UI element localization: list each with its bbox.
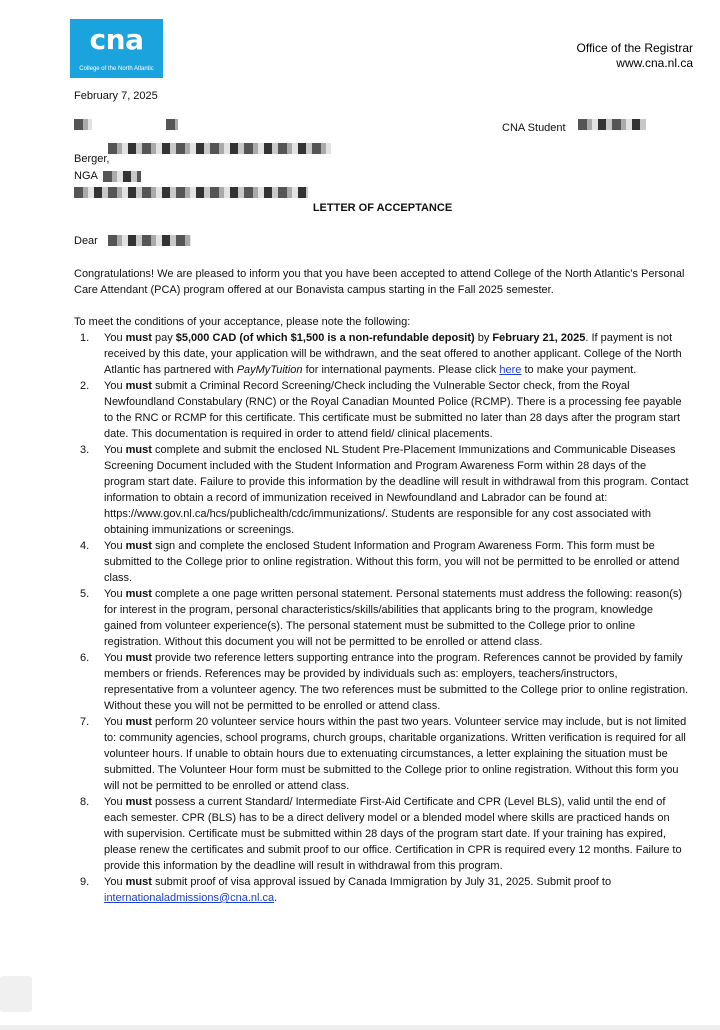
condition-number: 5. [80, 588, 90, 600]
condition-must: must [125, 652, 152, 664]
letter-heading: LETTER OF ACCEPTANCE [312, 202, 453, 214]
condition-text: You [104, 652, 126, 664]
cna-logo-tagline: College of the North Atlantic [79, 66, 154, 72]
condition-text: You [104, 540, 126, 552]
redacted-address-line [108, 143, 331, 154]
redacted-line-5 [74, 187, 308, 198]
payment-amount: $5,000 CAD (of which $1,500 is a non-refundable deposit) [175, 332, 475, 344]
condition-text: You [104, 588, 126, 600]
cna-logo [70, 19, 163, 78]
condition-number: 9. [80, 876, 90, 888]
payment-link[interactable]: here [499, 364, 522, 376]
condition-number: 2. [80, 380, 90, 392]
address-province: NGA [74, 170, 98, 182]
condition-text: by [474, 332, 493, 344]
condition-must: must [125, 876, 152, 888]
registrar-office: Office of the Registrar [576, 41, 693, 55]
condition-must: must [125, 332, 152, 344]
conditions-list [74, 330, 689, 906]
address-city: Berger, [74, 153, 110, 165]
salutation [74, 235, 98, 247]
condition-text: You [104, 796, 126, 808]
conditions-intro: To meet the conditions of your acceptance, please note the following: [74, 316, 411, 328]
condition-item [74, 874, 689, 906]
condition-item [74, 538, 689, 586]
condition-number: 8. [80, 796, 90, 808]
condition-item [74, 794, 689, 874]
cna-logo-mark: cna [89, 23, 144, 56]
condition-number: 4. [80, 540, 90, 552]
condition-item [74, 330, 689, 378]
condition-text: sign and complete the enclosed Student Information and Program Awareness Form. This form must be submitted to the College prior to online registration. Without this form, you will not be permitted to be enrolled or attend class. [104, 540, 680, 584]
condition-number: 7. [80, 716, 90, 728]
condition-item [74, 442, 689, 538]
condition-text: complete a one page written personal statement. Personal statements must address the following: reason(s) for interest in the program, personal characteristics/skills/abilities that applicants bring to the program, knowledge gained from volunteer experience(s). The personal statement must be submitted to the College prior to online registration. Without this document you will not be permitted to be enrolled or attend class. [104, 588, 683, 648]
redacted-student-id [578, 119, 646, 130]
bottom-bar [0, 1025, 720, 1030]
condition-item [74, 586, 689, 650]
registrar-website: www.cna.nl.ca [616, 56, 693, 70]
condition-text: submit proof of visa approval issued by Canada Immigration by July 31, 2025. Submit proof to [151, 876, 612, 888]
condition-text: pay [151, 332, 176, 344]
redacted-name-2 [166, 119, 178, 130]
corner-widget [0, 976, 32, 1012]
condition-number: 6. [80, 652, 90, 664]
condition-text: for international payments. Please click [302, 364, 500, 376]
salutation-word: Dear [74, 235, 98, 247]
condition-must: must [125, 444, 152, 456]
condition-text: . If payment is not received by this date, your application will be withdrawn, and the seat offered to another applicant. College of the North Atlantic has partnered with [104, 332, 682, 376]
cna-student-label: CNA Student [502, 122, 566, 134]
admissions-email-link[interactable]: internationaladmissions@cna.nl.ca [104, 892, 275, 904]
condition-text: submit a Criminal Record Screening/Check including the Vulnerable Sector check, from the Royal Newfoundland Constabulary (RNC) or the Royal Canadian Mounted Police (RCMP). There is a processing fee payable to the RNC or RCMP for this certificate. This certificate must be submitted no later than 28 days after the program start date. This documentation is required in order to attend field/ clinical placements. [104, 380, 682, 440]
condition-item [74, 650, 689, 714]
condition-text: perform 20 volunteer service hours within the past two years. Volunteer service may include, but is not limited to: community agencies, school programs, church groups, charitable organizations. Written verification is required for all volunteer hours. If unable to obtain hours due to extenuating circumstances, a letter explaining the situation must be submitted. The Volunteer Hour form must be submitted to the College prior to online registration. Without this form you will not be permitted to be enrolled or attend class. [104, 716, 687, 792]
condition-must: must [125, 588, 152, 600]
condition-text: possess a current Standard/ Intermediate First-Aid Certificate and CPR (Level BLS), valid until the end of each semester. CPR (BLS) has to be a direct delivery model or a blended model where skills are practiced hands on with supervision. Certificate must be submitted within 28 days of the program start date. If your training has expired, please renew the certificates and submit proof to our office. Certification in CPR is required every 12 months. Failure to provide this information by the deadline will result in withdrawal from this program. [104, 796, 682, 872]
condition-text: provide two reference letters supporting entrance into the program. References cannot be provided by family members or friends. References may be provided by individuals such as: employers, teachers/instructors, representative from a volunteer agency. The two references must be submitted to the College prior to online registration. Without these you will not be permitted to be enrolled or attend class. [104, 652, 689, 712]
condition-must: must [125, 716, 152, 728]
payment-deadline: February 21, 2025 [492, 332, 586, 344]
letter-body [74, 266, 689, 906]
condition-text: You [104, 380, 126, 392]
condition-text: complete and submit the enclosed NL Student Pre-Placement Immunizations and Communicable Diseases Screening Document included with the Student Information and Program Awareness Form within 28 days of the program start date. Failure to provide this information by the deadline will result in withdrawal from this program. Contact information to obtain a record of immunization received in Newfoundland and Labrador can be found at: https://www.gov.nl.ca/hcs/publichealth/cdc/immunizations/. Students are responsible for any cost associated with obtaining immunizations or screenings. [104, 444, 689, 536]
redacted-postal [103, 171, 141, 182]
intro-paragraph: Congratulations! We are pleased to inform you that you have been accepted to attend College of the North Atlantic’s Personal Care Attendant (PCA) program offered at our Bonavista campus starting in the Fall 2025 semester. [74, 268, 685, 296]
condition-text: You [104, 444, 126, 456]
paymytuition-name: PayMyTuition [236, 364, 303, 376]
condition-text: . [274, 892, 278, 904]
condition-must: must [125, 796, 152, 808]
condition-text: You [104, 716, 126, 728]
redacted-name-1 [74, 119, 92, 130]
condition-text: You [104, 332, 126, 344]
condition-must: must [125, 540, 152, 552]
condition-number: 1. [80, 332, 90, 344]
registrar-block [577, 41, 694, 71]
condition-number: 3. [80, 444, 90, 456]
condition-must: must [125, 380, 152, 392]
condition-text: to make your payment. [521, 364, 637, 376]
condition-item [74, 714, 689, 794]
letter-date: February 7, 2025 [74, 90, 158, 102]
condition-item [74, 378, 689, 442]
condition-text: You [104, 876, 126, 888]
redacted-recipient [108, 235, 191, 246]
